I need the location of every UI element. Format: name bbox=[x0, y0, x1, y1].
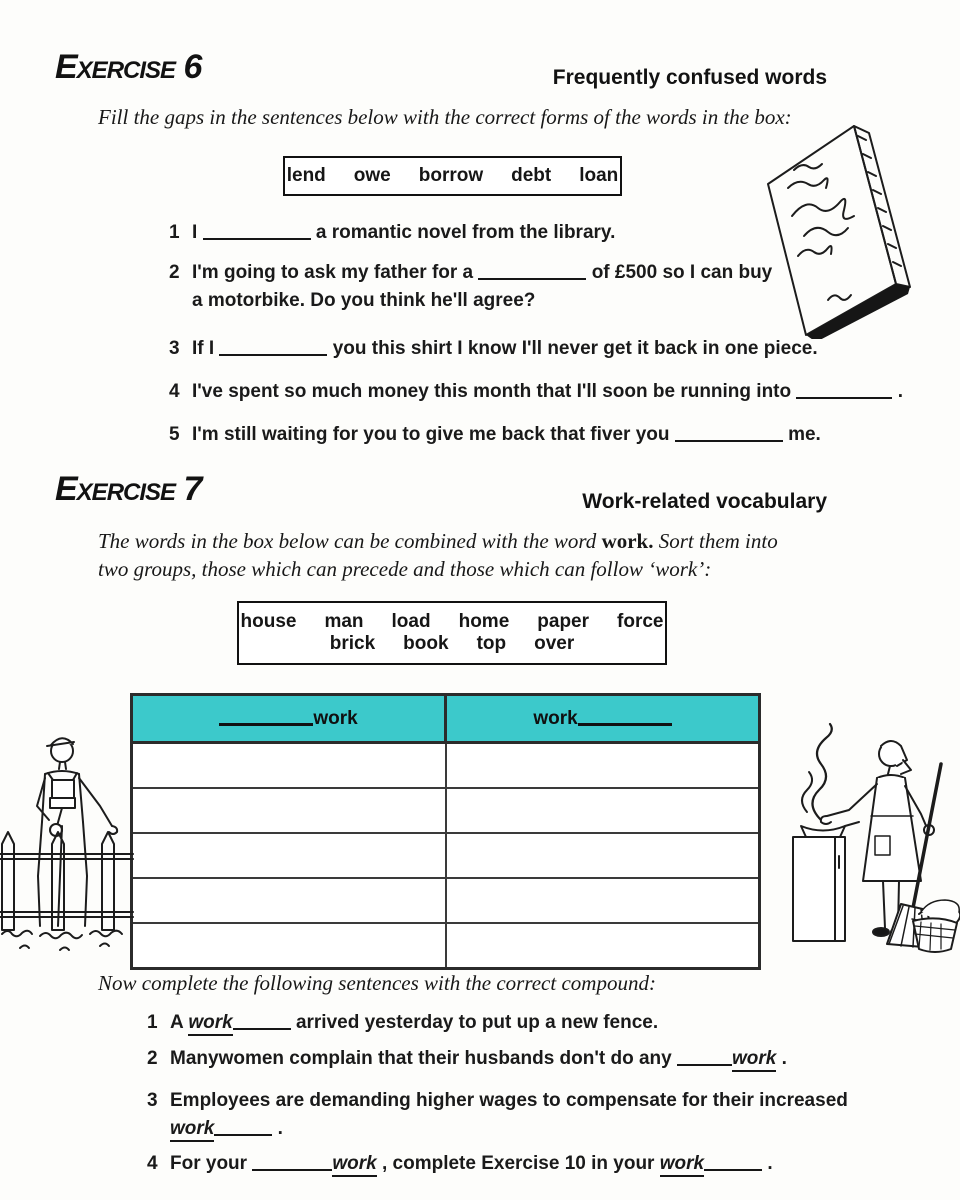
word-loan: loan bbox=[579, 165, 619, 186]
sentence-text: . bbox=[897, 381, 903, 402]
ex7-sentence-3-line2 bbox=[170, 1118, 283, 1140]
sentence-text: . bbox=[781, 1048, 787, 1069]
exercise7-word-box bbox=[237, 601, 667, 665]
sentence-text: I'm still waiting for you to give me back that fiver you bbox=[192, 424, 670, 445]
instruction-bold-word: work. bbox=[601, 529, 654, 553]
word-box-row-1 bbox=[227, 611, 678, 633]
ex6-sentence-2-line2 bbox=[192, 290, 535, 312]
work-compound-table bbox=[130, 693, 761, 970]
table-row bbox=[132, 878, 760, 923]
table-cell bbox=[446, 743, 760, 789]
table-cell bbox=[446, 788, 760, 833]
fill-in-blank bbox=[219, 340, 327, 356]
sentence-text: If I bbox=[192, 338, 215, 359]
word-box-row-2 bbox=[316, 633, 589, 655]
word-force: force bbox=[617, 611, 664, 632]
table-header-row bbox=[132, 695, 760, 743]
sentence-number: 3 bbox=[169, 338, 180, 359]
word-load: load bbox=[391, 611, 431, 632]
work-compound-word: work bbox=[732, 1048, 776, 1072]
table-cell bbox=[132, 923, 446, 969]
sentence-text: A bbox=[170, 1012, 184, 1033]
housework-illustration bbox=[763, 716, 960, 956]
fill-in-blank bbox=[203, 224, 311, 240]
table-cell bbox=[446, 923, 760, 969]
ex7-sentence-4 bbox=[147, 1153, 773, 1175]
table-row bbox=[132, 833, 760, 878]
ex6-sentence-1 bbox=[169, 222, 616, 244]
table-cell bbox=[446, 878, 760, 923]
header-word: work bbox=[533, 707, 578, 729]
fill-in-blank bbox=[214, 1120, 272, 1136]
sentence-text: Employees are demanding higher wages to compensate for their increased bbox=[170, 1090, 848, 1111]
sentence-text: Manywomen complain that their husbands don't do any bbox=[170, 1048, 672, 1069]
instruction-text: Sort them into two groups, those which can precede and those which can follow ‘work’: bbox=[98, 529, 778, 581]
table-cell bbox=[132, 878, 446, 923]
fill-in-blank bbox=[675, 426, 783, 442]
word-debt: debt bbox=[511, 165, 552, 186]
word-book: book bbox=[403, 633, 449, 654]
table-cell bbox=[446, 833, 760, 878]
sentence-text: , complete Exercise 10 in your bbox=[381, 1153, 655, 1174]
word-over: over bbox=[534, 633, 575, 654]
table-cell bbox=[132, 788, 446, 833]
sentence-number: 1 bbox=[169, 222, 180, 243]
work-compound-word: work bbox=[170, 1118, 214, 1142]
column-follow-work bbox=[446, 695, 760, 743]
ex6-sentence-2 bbox=[169, 262, 773, 284]
exercise6-word-box bbox=[283, 156, 622, 196]
word-man: man bbox=[324, 611, 364, 632]
fill-in-blank bbox=[252, 1155, 332, 1171]
table-row bbox=[132, 743, 760, 789]
sentence-number: 4 bbox=[147, 1153, 158, 1174]
sentence-text: I bbox=[192, 222, 198, 243]
work-compound-word: work bbox=[332, 1153, 376, 1177]
word-home: home bbox=[458, 611, 510, 632]
fill-in-blank bbox=[704, 1155, 762, 1171]
sentence-number: 2 bbox=[169, 262, 180, 283]
sentence-text: I've spent so much money this month that I'll soon be running into bbox=[192, 381, 792, 402]
sentence-text: me. bbox=[788, 424, 821, 445]
work-compound-word: work bbox=[188, 1012, 232, 1036]
header-word: work bbox=[313, 707, 358, 729]
sentence-text: . bbox=[767, 1153, 773, 1174]
exercise7-title: Exercise 7 bbox=[55, 470, 202, 508]
word-borrow: borrow bbox=[418, 165, 484, 186]
table-cell bbox=[132, 743, 446, 789]
word-house: house bbox=[240, 611, 297, 632]
word-top: top bbox=[476, 633, 507, 654]
ex7-sentence-3 bbox=[147, 1090, 848, 1112]
ex6-sentence-4 bbox=[169, 381, 903, 403]
sentence-text: . bbox=[277, 1118, 283, 1139]
sentence-text: a romantic novel from the library. bbox=[315, 222, 616, 243]
sentence-text: For your bbox=[170, 1153, 248, 1174]
ex6-sentence-3 bbox=[169, 338, 818, 360]
exercise7-instruction-2: Now complete the following sentences with the correct compound: bbox=[98, 971, 656, 995]
book-illustration bbox=[742, 104, 917, 339]
work-compound-word: work bbox=[660, 1153, 704, 1177]
ex7-sentence-1 bbox=[147, 1012, 659, 1034]
word-lend: lend bbox=[286, 165, 326, 186]
exercise6-topic: Frequently confused words bbox=[552, 66, 827, 89]
sentence-text: you this shirt I know I'll never get it back in one piece. bbox=[332, 338, 818, 359]
header-blank bbox=[578, 708, 672, 726]
sentence-text: I'm going to ask my father for a bbox=[192, 262, 474, 283]
instruction-text: The words in the box below can be combined with the word bbox=[98, 529, 602, 553]
header-blank bbox=[219, 708, 313, 726]
exercise7-topic: Work-related vocabulary bbox=[582, 490, 827, 513]
sentence-number: 5 bbox=[169, 424, 180, 445]
sentence-number: 1 bbox=[147, 1012, 158, 1033]
fill-in-blank bbox=[478, 264, 586, 280]
word-paper: paper bbox=[537, 611, 590, 632]
exercise7-instruction bbox=[98, 528, 813, 583]
sentence-number: 2 bbox=[147, 1048, 158, 1069]
sentence-number: 4 bbox=[169, 381, 180, 402]
table-row bbox=[132, 788, 760, 833]
fence-builder-illustration bbox=[0, 726, 135, 956]
fill-in-blank bbox=[677, 1050, 732, 1066]
ex7-sentence-2 bbox=[147, 1048, 787, 1070]
table-row bbox=[132, 923, 760, 969]
fill-in-blank bbox=[796, 383, 892, 399]
fill-in-blank bbox=[233, 1014, 291, 1030]
word-box-row bbox=[273, 165, 633, 187]
ex6-sentence-5 bbox=[169, 424, 821, 446]
exercise6-title: Exercise 6 bbox=[55, 48, 202, 86]
table-cell bbox=[132, 833, 446, 878]
word-owe: owe bbox=[353, 165, 391, 186]
exercise6-instruction: Fill the gaps in the sentences below with the correct forms of the words in the box: bbox=[98, 105, 792, 129]
sentence-text: arrived yesterday to put up a new fence. bbox=[295, 1012, 659, 1033]
word-brick: brick bbox=[329, 633, 376, 654]
sentence-text: a motorbike. Do you think he'll agree? bbox=[192, 290, 536, 311]
sentence-number: 3 bbox=[147, 1090, 158, 1111]
column-precede-work bbox=[132, 695, 446, 743]
sentence-text: of £500 so I can buy bbox=[591, 262, 773, 283]
